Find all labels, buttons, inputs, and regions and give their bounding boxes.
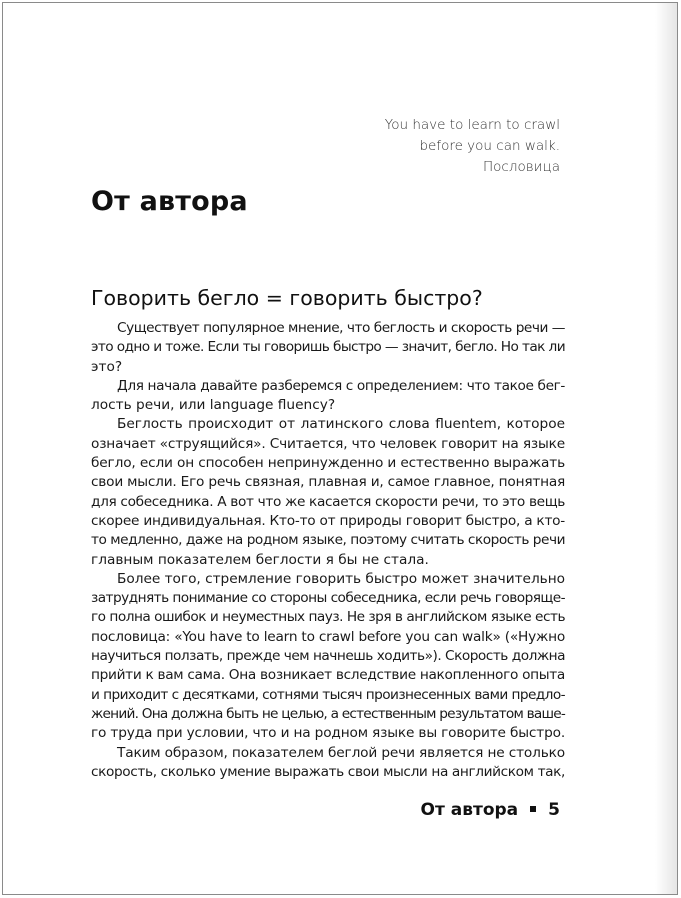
text-line: это? (91, 358, 123, 375)
epigraph-line: You have to learn to crawl (384, 117, 560, 133)
text-line: для собеседника. А вот что же касается скорости речи, то это вещь (91, 493, 565, 510)
text-line: и приходит с десятками, сотнями тысяч произнесенных вами предло- (91, 686, 566, 703)
paragraph (91, 377, 565, 416)
text-line: скорее индивидуальная. Кто-то от природы говорит быстро, а кто- (91, 512, 565, 529)
text-line: скорость, сколько умение выражать свои мысли на английском так, (91, 763, 565, 780)
paragraph (91, 744, 565, 783)
section-title: Говорить бегло = говорить быстро? (91, 286, 483, 310)
paragraph (91, 570, 565, 744)
text-line: это одно и тоже. Если ты говоришь быстро — значит, бегло. Но так ли (91, 339, 565, 356)
epigraph-line: before you can walk. (419, 138, 560, 154)
text-line: го труда при условии, что и на родном языке вы говорите быстро. (91, 725, 566, 742)
text-line: Существует популярное мнение, что беглость и скорость речи — (117, 320, 565, 336)
text-line: главным показателем беглости я бы не стала. (91, 551, 429, 568)
text-line: пословица: «You have to learn to crawl before you can walk» («Нужно (91, 628, 565, 645)
paragraph (91, 415, 565, 569)
text-line: затруднять понимание со стороны собеседника, если речь говоряще- (91, 590, 565, 607)
bullet-separator (530, 806, 536, 812)
book-page (2, 2, 678, 895)
paragraph (91, 319, 565, 377)
epigraph (385, 115, 560, 178)
text-line: Беглость происходит от латинского слова fluentem, которое (117, 416, 565, 433)
text-line: свои мысли. Его речь связная, плавная и, самое главное, понятная (91, 474, 566, 491)
text-line: научиться ползать, прежде чем начнешь ходить»). Скорость должна (91, 648, 566, 665)
page-number: 5 (548, 800, 560, 820)
text-line: Более того, стремление говорить быстро может значительно (117, 570, 565, 587)
text-line: Для начала давайте разберемся с определением: что такое бег- (117, 377, 566, 394)
text-line: то медленно, даже на родном языке, поэтому считать скорость речи (91, 532, 565, 549)
text-line: бегло, если он способен непринужденно и естественно выражать (91, 455, 565, 472)
page-edge-shadow (655, 3, 677, 894)
text-line: го полна ошибок и неуместных пауз. Не зря в английском языке есть (91, 609, 566, 626)
epigraph-attribution: Пословица (483, 159, 560, 175)
text-line: жений. Она должна быть не целью, а естественным результатом ваше- (91, 705, 565, 722)
text-line: означает «струящийся». Считается, что человек говорит на языке (91, 435, 565, 452)
text-line: Таким образом, показателем беглой речи является не столько (117, 744, 565, 761)
text-line: лость речи, или language fluency? (91, 397, 336, 414)
text-line: прийти к вам сама. Она возникает вследствие накопленного опыта (91, 667, 565, 684)
body-text (91, 319, 565, 782)
chapter-title: От автора (91, 186, 248, 217)
running-title: От автора (420, 800, 519, 820)
page-footer (421, 800, 560, 820)
